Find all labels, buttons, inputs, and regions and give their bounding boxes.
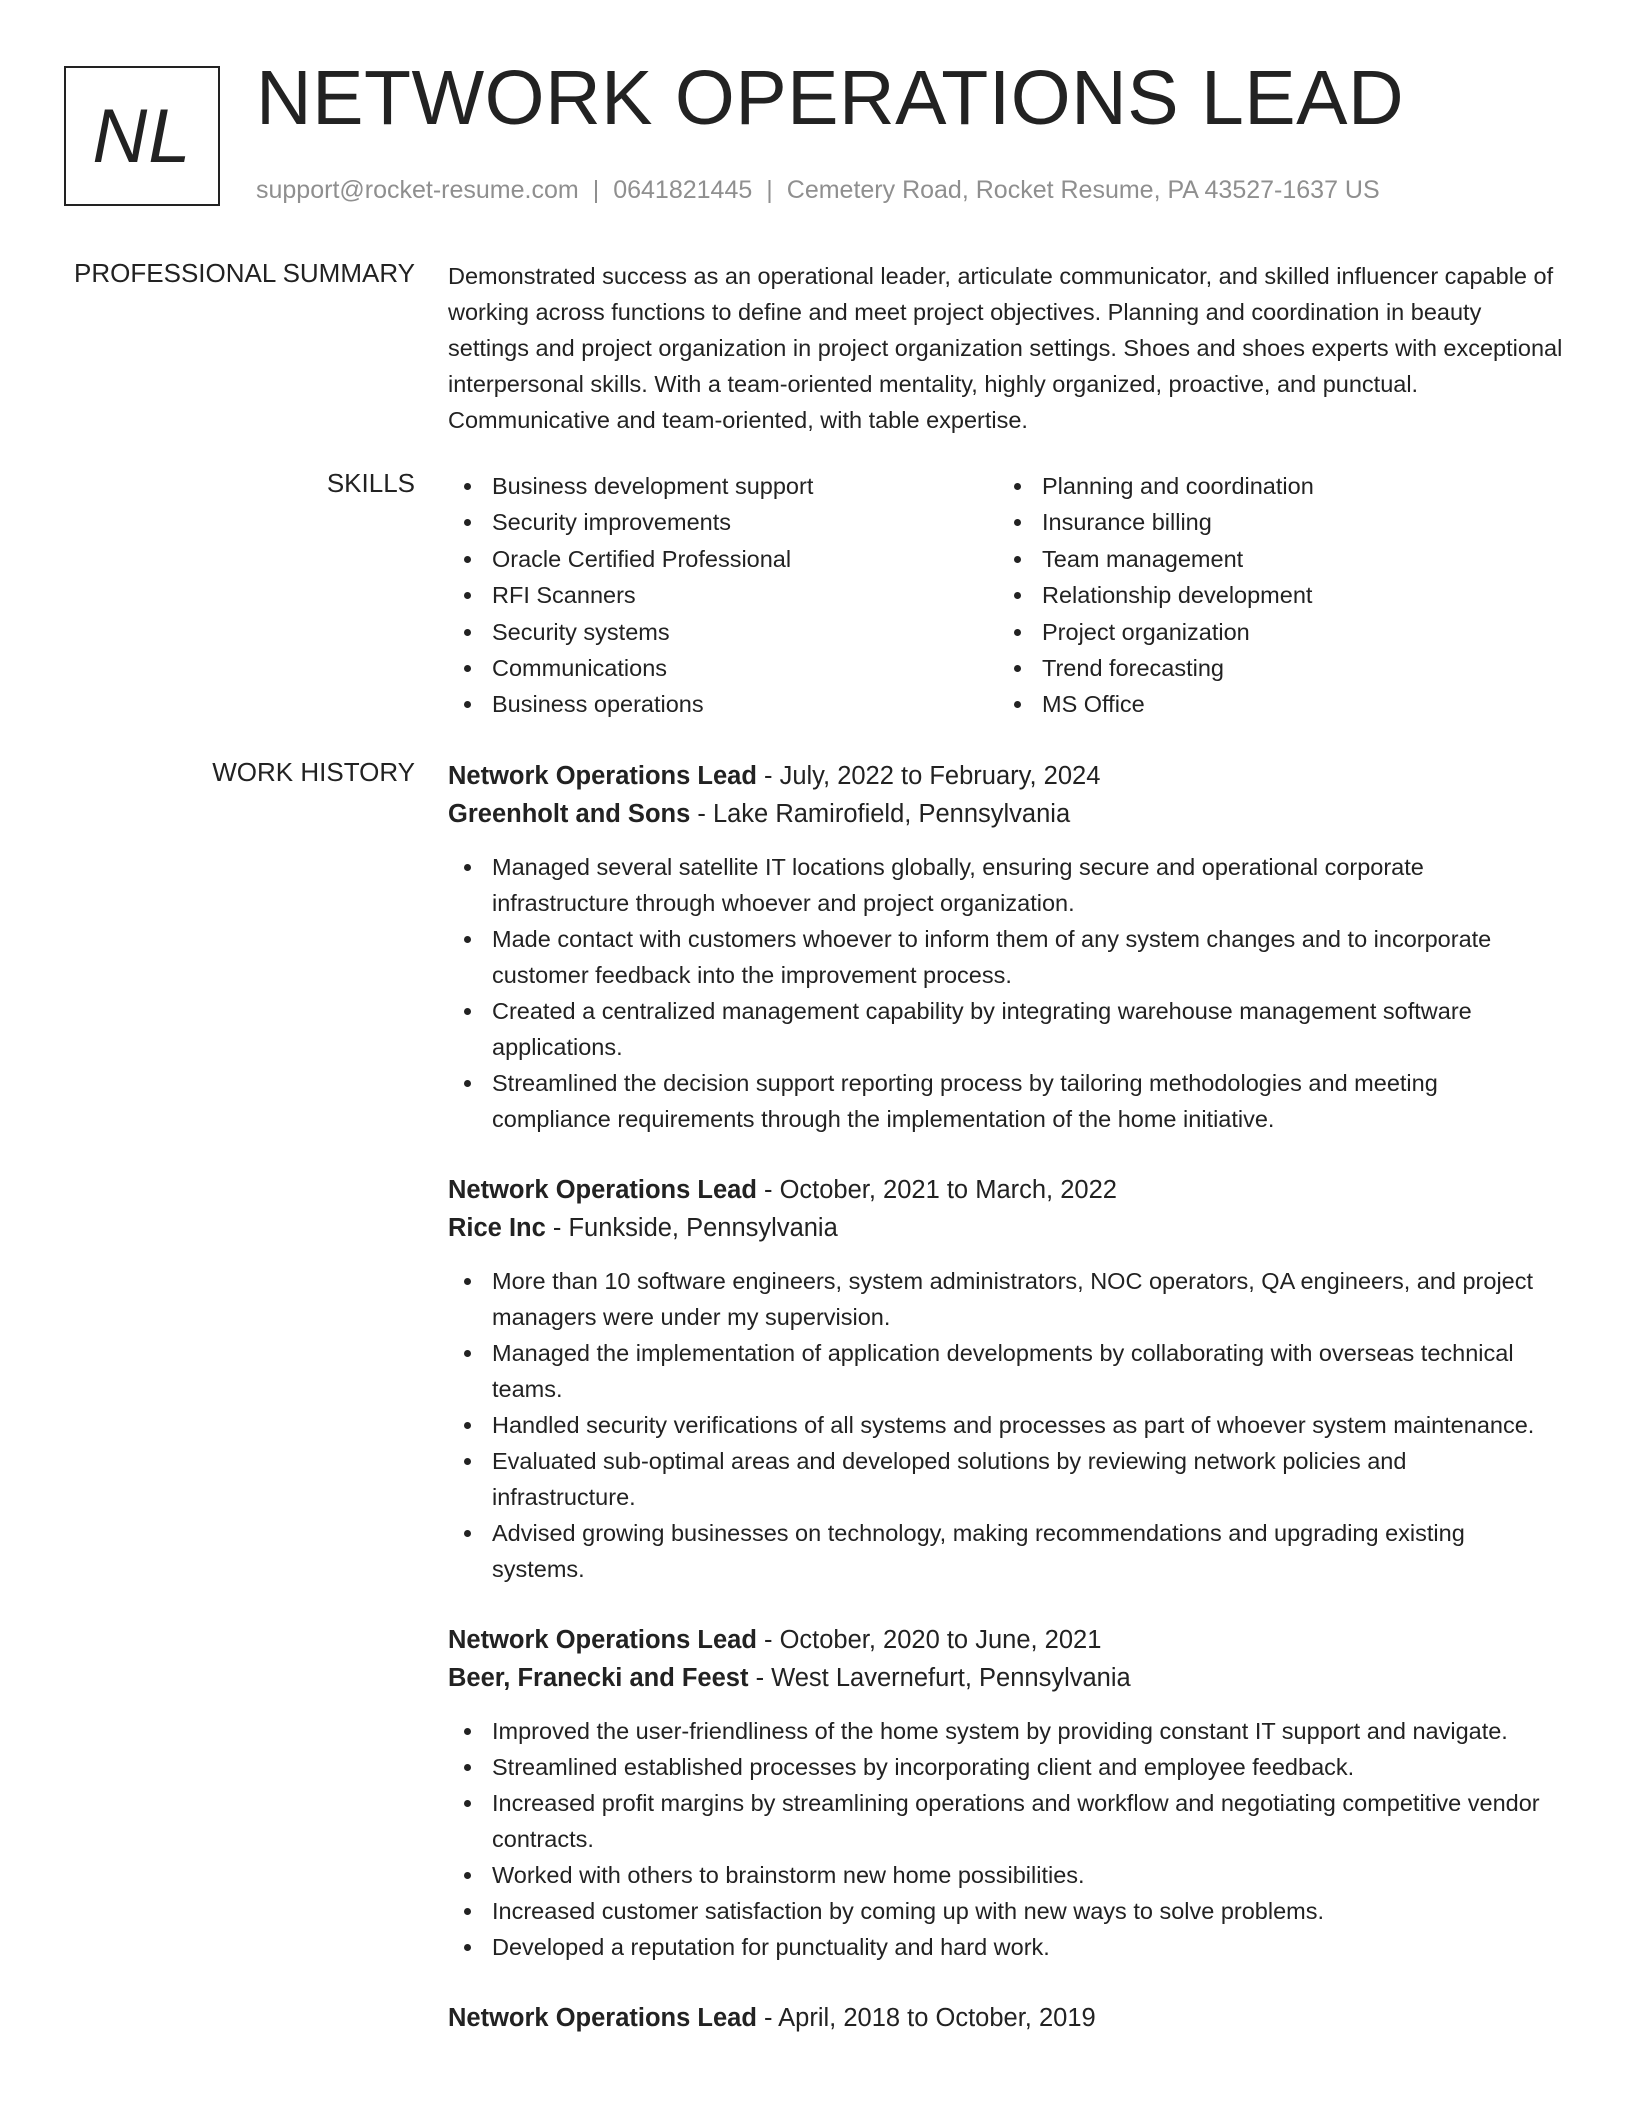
job-bullet: Managed the implementation of application developments by collaborating with overseas technical teams. (448, 1335, 1568, 1407)
resume-title: NETWORK OPERATIONS LEAD (256, 55, 1405, 141)
skill-item: Team management (998, 541, 1548, 577)
job-bullet-list (448, 849, 1568, 1137)
job-bullet: Evaluated sub-optimal areas and developed solutions by reviewing network policies and infrastructure. (448, 1443, 1568, 1515)
contact-phone: 0641821445 (613, 176, 753, 204)
skill-item: Insurance billing (998, 504, 1548, 540)
job-title-line (448, 1999, 1568, 2037)
skill-item: Project organization (998, 614, 1548, 650)
job-dates: - July, 2022 to February, 2024 (756, 762, 1101, 790)
job-bullet: Developed a reputation for punctuality and hard work. (448, 1929, 1568, 1965)
work-history-body (448, 757, 1568, 2037)
job-entry (448, 1621, 1568, 1965)
skill-item: Relationship development (998, 577, 1548, 613)
skill-item: Communications (448, 650, 998, 686)
job-location: - Funkside, Pennsylvania (545, 1214, 838, 1242)
skills-columns (448, 468, 1568, 723)
summary-body (448, 258, 1568, 438)
job-bullet: Streamlined the decision support reporting process by tailoring methodologies and meeting compliance requirements through the implementation of the home initiative. (448, 1065, 1568, 1137)
skill-item: MS Office (998, 686, 1548, 722)
job-bullet: Handled security verifications of all systems and processes as part of whoever system maintenance. (448, 1407, 1568, 1443)
job-bullet: Managed several satellite IT locations globally, ensuring secure and operational corporate infrastructure through whoever and project organization. (448, 849, 1568, 921)
skills-list-left (448, 468, 998, 723)
job-bullet: Improved the user-friendliness of the home system by providing constant IT support and navigate. (448, 1713, 1568, 1749)
job-role: Network Operations Lead (448, 1626, 757, 1654)
job-dates: - October, 2020 to June, 2021 (756, 1626, 1102, 1654)
work-history-heading: WORK HISTORY (212, 757, 415, 787)
job-dates: - April, 2018 to October, 2019 (756, 2004, 1096, 2032)
job-bullet: Worked with others to brainstorm new home possibilities. (448, 1857, 1568, 1893)
skill-item: RFI Scanners (448, 577, 998, 613)
job-company: Greenholt and Sons (448, 800, 691, 828)
job-location: - Lake Ramirofield, Pennsylvania (690, 800, 1071, 828)
job-company-line (448, 795, 1568, 833)
job-title-line (448, 1621, 1568, 1659)
skill-item: Planning and coordination (998, 468, 1548, 504)
job-bullet: Created a centralized management capability by integrating warehouse management software applications. (448, 993, 1568, 1065)
job-bullet: Made contact with customers whoever to inform them of any system changes and to incorporate customer feedback into the improvement process. (448, 921, 1568, 993)
skills-heading: SKILLS (326, 468, 415, 498)
job-bullet: Increased customer satisfaction by coming up with new ways to solve problems. (448, 1893, 1568, 1929)
contact-line (256, 176, 1380, 205)
skill-item: Business development support (448, 468, 998, 504)
contact-address: Cemetery Road, Rocket Resume, PA 43527-1637 US (786, 176, 1380, 204)
job-role: Network Operations Lead (448, 762, 757, 790)
job-title-line (448, 1171, 1568, 1209)
job-bullet: More than 10 software engineers, system administrators, NOC operators, QA engineers, and project managers were under my supervision. (448, 1263, 1568, 1335)
job-role: Network Operations Lead (448, 2004, 757, 2032)
skill-item: Business operations (448, 686, 998, 722)
skill-item: Security improvements (448, 504, 998, 540)
job-company-line (448, 1209, 1568, 1247)
job-bullet-list (448, 1713, 1568, 1965)
skill-item: Security systems (448, 614, 998, 650)
job-bullet: Increased profit margins by streamlining operations and workflow and negotiating competitive vendor contracts. (448, 1785, 1568, 1857)
contact-separator: | (766, 176, 773, 204)
skill-item: Oracle Certified Professional (448, 541, 998, 577)
contact-separator: | (592, 176, 600, 204)
job-entry (448, 1999, 1568, 2037)
job-location: - West Lavernefurt, Pennsylvania (748, 1664, 1131, 1692)
job-bullet: Advised growing businesses on technology, making recommendations and upgrading existing systems. (448, 1515, 1568, 1587)
contact-email: support@rocket-resume.com (256, 176, 579, 204)
initials-monogram: NL (64, 66, 220, 206)
skills-list-right (998, 468, 1548, 723)
job-company: Rice Inc (448, 1214, 546, 1242)
job-bullet: Streamlined established processes by incorporating client and employee feedback. (448, 1749, 1568, 1785)
job-dates: - October, 2021 to March, 2022 (756, 1176, 1117, 1204)
job-role: Network Operations Lead (448, 1176, 757, 1204)
job-entry (448, 757, 1568, 1137)
job-company: Beer, Franecki and Feest (448, 1664, 749, 1692)
summary-heading: PROFESSIONAL SUMMARY (74, 258, 415, 288)
job-company-line (448, 1659, 1568, 1697)
job-entry (448, 1171, 1568, 1587)
job-title-line (448, 757, 1568, 795)
job-bullet-list (448, 1263, 1568, 1587)
summary-text: Demonstrated success as an operational leader, articulate communicator, and skilled influencer capable of working across functions to define and meet project objectives. Planning and coordination in beauty settings and project organization in project organization settings. Shoes and shoes experts with exceptional interpersonal skills. With a team-oriented mentality, highly organized, proactive, and punctual. Communicative and team-oriented, with table expertise. (448, 263, 1563, 433)
skill-item: Trend forecasting (998, 650, 1548, 686)
